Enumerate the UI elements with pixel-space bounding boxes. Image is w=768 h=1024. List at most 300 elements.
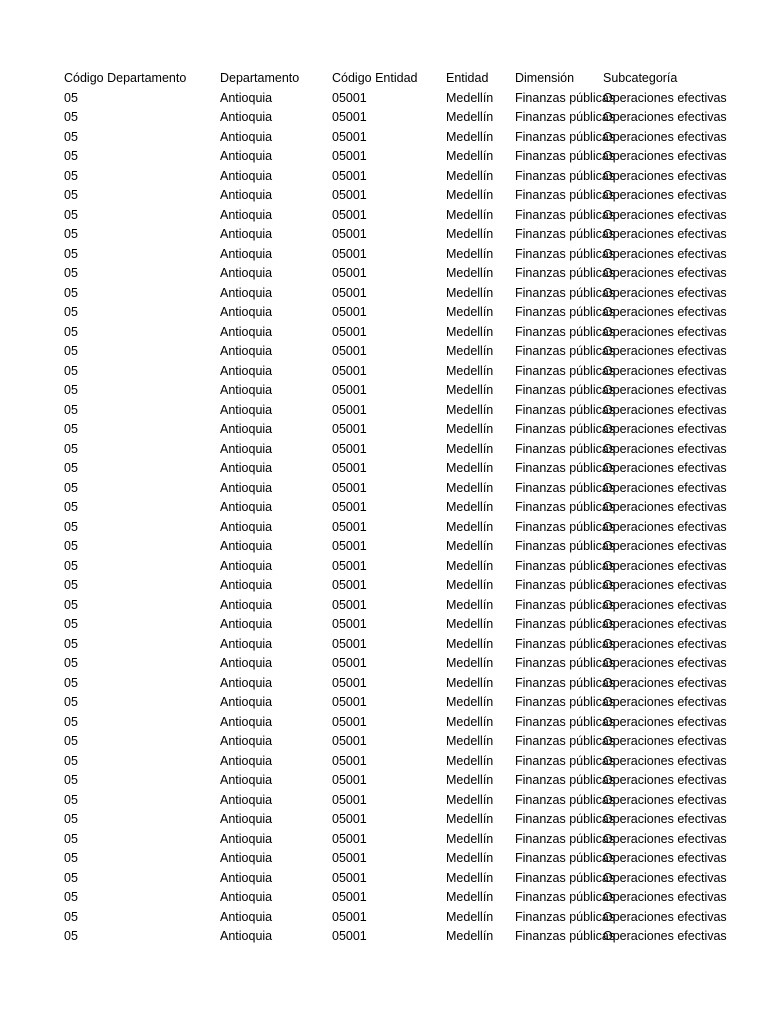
table-row: [64, 167, 727, 187]
cell-departamento: Antioquia: [220, 188, 273, 202]
table-row: [64, 635, 727, 655]
cell-subcategoria: Operaciones efectivas: [603, 695, 727, 709]
cell-codigo-entidad: 05001: [332, 851, 367, 865]
cell-codigo-entidad: 05001: [332, 110, 367, 124]
cell-entidad: Medellín: [446, 675, 494, 690]
cell-dimension: Finanzas públicas: [515, 285, 616, 300]
cell-departamento: Antioquia: [220, 792, 273, 807]
cell-entidad: Medellín: [446, 461, 494, 475]
cell-subcategoria: Operaciones efectivas: [603, 929, 727, 943]
cell-dimension: Finanzas públicas: [515, 636, 616, 651]
table-row: [64, 303, 727, 323]
cell-dimension: Finanzas públicas: [515, 890, 616, 904]
cell-entidad: Medellín: [446, 383, 494, 397]
cell-departamento: Antioquia: [220, 890, 273, 904]
cell-dimension: Finanzas públicas: [515, 305, 616, 319]
cell-departamento: Antioquia: [220, 441, 273, 456]
cell-codigo-entidad: 05001: [332, 402, 367, 417]
cell-dimension: Finanzas públicas: [515, 266, 616, 280]
table-row: [64, 147, 727, 167]
cell-entidad: Medellín: [446, 363, 494, 378]
cell-subcategoria: Operaciones efectivas: [603, 324, 727, 339]
cell-codigo-departamento: 05: [64, 480, 78, 495]
cell-codigo-entidad: 05001: [332, 578, 367, 592]
cell-codigo-entidad: 05001: [332, 773, 367, 787]
cell-departamento: Antioquia: [220, 578, 273, 592]
cell-subcategoria: Operaciones efectivas: [603, 188, 727, 202]
cell-codigo-entidad: 05001: [332, 617, 367, 631]
header-dimension: Dimensión: [515, 71, 575, 85]
cell-subcategoria: Operaciones efectivas: [603, 656, 727, 670]
table-row: [64, 927, 727, 947]
cell-codigo-entidad: 05001: [332, 792, 367, 807]
cell-dimension: Finanzas públicas: [515, 110, 616, 124]
table-row: [64, 479, 727, 499]
cell-dimension: Finanzas públicas: [515, 168, 616, 183]
table-row: [64, 128, 727, 148]
cell-departamento: Antioquia: [220, 695, 273, 709]
cell-codigo-entidad: 05001: [332, 168, 367, 183]
table-row: [64, 674, 727, 694]
cell-codigo-departamento: 05: [64, 597, 78, 612]
cell-entidad: Medellín: [446, 656, 494, 670]
cell-dimension: Finanzas públicas: [515, 597, 616, 612]
cell-codigo-departamento: 05: [64, 558, 78, 573]
cell-codigo-departamento: 05: [64, 753, 78, 768]
cell-departamento: Antioquia: [220, 227, 273, 241]
table-row: [64, 732, 727, 752]
cell-entidad: Medellín: [446, 344, 494, 358]
cell-entidad: Medellín: [446, 558, 494, 573]
cell-codigo-entidad: 05001: [332, 246, 367, 261]
cell-dimension: Finanzas públicas: [515, 129, 616, 144]
table-row: [64, 830, 727, 850]
cell-codigo-entidad: 05001: [332, 929, 367, 943]
cell-codigo-entidad: 05001: [332, 695, 367, 709]
table-row: [64, 245, 727, 265]
cell-codigo-departamento: 05: [64, 792, 78, 807]
table-row: [64, 791, 727, 811]
table-row: [64, 693, 727, 713]
cell-subcategoria: Operaciones efectivas: [603, 519, 727, 534]
cell-codigo-departamento: 05: [64, 890, 78, 904]
cell-dimension: Finanzas públicas: [515, 363, 616, 378]
table-row: [64, 381, 727, 401]
cell-subcategoria: Operaciones efectivas: [603, 539, 727, 553]
data-table: [64, 69, 727, 947]
cell-entidad: Medellín: [446, 480, 494, 495]
table-row: [64, 264, 727, 284]
cell-subcategoria: Operaciones efectivas: [603, 110, 727, 124]
cell-codigo-departamento: 05: [64, 363, 78, 378]
cell-departamento: Antioquia: [220, 324, 273, 339]
cell-dimension: Finanzas públicas: [515, 90, 616, 105]
cell-codigo-departamento: 05: [64, 851, 78, 865]
table-row: [64, 342, 727, 362]
cell-dimension: Finanzas públicas: [515, 870, 616, 885]
cell-entidad: Medellín: [446, 285, 494, 300]
cell-codigo-departamento: 05: [64, 734, 78, 748]
cell-entidad: Medellín: [446, 90, 494, 105]
cell-subcategoria: Operaciones efectivas: [603, 480, 727, 495]
table-row: [64, 186, 727, 206]
cell-entidad: Medellín: [446, 597, 494, 612]
cell-codigo-entidad: 05001: [332, 539, 367, 553]
header-departamento: Departamento: [220, 71, 300, 85]
cell-codigo-entidad: 05001: [332, 461, 367, 475]
cell-codigo-departamento: 05: [64, 578, 78, 592]
cell-entidad: Medellín: [446, 246, 494, 261]
cell-subcategoria: Operaciones efectivas: [603, 344, 727, 358]
cell-subcategoria: Operaciones efectivas: [603, 714, 727, 729]
cell-codigo-departamento: 05: [64, 285, 78, 300]
cell-dimension: Finanzas públicas: [515, 227, 616, 241]
table-row: [64, 225, 727, 245]
table-row: [64, 596, 727, 616]
cell-entidad: Medellín: [446, 773, 494, 787]
cell-codigo-departamento: 05: [64, 461, 78, 475]
cell-entidad: Medellín: [446, 227, 494, 241]
cell-departamento: Antioquia: [220, 461, 273, 475]
cell-codigo-entidad: 05001: [332, 383, 367, 397]
table-row: [64, 713, 727, 733]
cell-codigo-entidad: 05001: [332, 285, 367, 300]
cell-departamento: Antioquia: [220, 909, 273, 924]
cell-codigo-entidad: 05001: [332, 870, 367, 885]
cell-subcategoria: Operaciones efectivas: [603, 558, 727, 573]
cell-departamento: Antioquia: [220, 929, 273, 943]
cell-subcategoria: Operaciones efectivas: [603, 207, 727, 222]
cell-codigo-departamento: 05: [64, 90, 78, 105]
table-row: [64, 752, 727, 772]
cell-dimension: Finanzas públicas: [515, 188, 616, 202]
cell-codigo-entidad: 05001: [332, 890, 367, 904]
cell-codigo-departamento: 05: [64, 168, 78, 183]
table-row: [64, 557, 727, 577]
cell-codigo-departamento: 05: [64, 773, 78, 787]
cell-subcategoria: Operaciones efectivas: [603, 831, 727, 846]
cell-subcategoria: Operaciones efectivas: [603, 675, 727, 690]
cell-departamento: Antioquia: [220, 110, 273, 124]
cell-entidad: Medellín: [446, 636, 494, 651]
cell-codigo-entidad: 05001: [332, 149, 367, 163]
cell-dimension: Finanzas públicas: [515, 383, 616, 397]
header-codigo-entidad: Código Entidad: [332, 71, 418, 85]
cell-codigo-departamento: 05: [64, 695, 78, 709]
table-row: [64, 362, 727, 382]
cell-entidad: Medellín: [446, 519, 494, 534]
table-row: [64, 284, 727, 304]
cell-subcategoria: Operaciones efectivas: [603, 636, 727, 651]
cell-entidad: Medellín: [446, 929, 494, 943]
cell-codigo-departamento: 05: [64, 812, 78, 826]
cell-entidad: Medellín: [446, 500, 494, 514]
cell-entidad: Medellín: [446, 870, 494, 885]
cell-codigo-entidad: 05001: [332, 812, 367, 826]
cell-departamento: Antioquia: [220, 831, 273, 846]
cell-dimension: Finanzas públicas: [515, 519, 616, 534]
cell-subcategoria: Operaciones efectivas: [603, 383, 727, 397]
cell-entidad: Medellín: [446, 129, 494, 144]
cell-entidad: Medellín: [446, 831, 494, 846]
cell-codigo-departamento: 05: [64, 129, 78, 144]
cell-codigo-departamento: 05: [64, 402, 78, 417]
table-row: [64, 888, 727, 908]
cell-dimension: Finanzas públicas: [515, 480, 616, 495]
cell-entidad: Medellín: [446, 422, 494, 436]
cell-subcategoria: Operaciones efectivas: [603, 305, 727, 319]
cell-codigo-departamento: 05: [64, 305, 78, 319]
cell-codigo-entidad: 05001: [332, 363, 367, 378]
header-subcategoria: Subcategoría: [603, 71, 678, 85]
cell-entidad: Medellín: [446, 110, 494, 124]
cell-subcategoria: Operaciones efectivas: [603, 890, 727, 904]
cell-subcategoria: Operaciones efectivas: [603, 129, 727, 144]
cell-entidad: Medellín: [446, 207, 494, 222]
cell-subcategoria: Operaciones efectivas: [603, 597, 727, 612]
cell-subcategoria: Operaciones efectivas: [603, 753, 727, 768]
cell-subcategoria: Operaciones efectivas: [603, 734, 727, 748]
cell-codigo-departamento: 05: [64, 324, 78, 339]
table-row: [64, 206, 727, 226]
cell-subcategoria: Operaciones efectivas: [603, 851, 727, 865]
cell-codigo-entidad: 05001: [332, 305, 367, 319]
table-row: [64, 498, 727, 518]
cell-departamento: Antioquia: [220, 246, 273, 261]
cell-dimension: Finanzas públicas: [515, 617, 616, 631]
cell-departamento: Antioquia: [220, 714, 273, 729]
table-row: [64, 518, 727, 538]
cell-codigo-departamento: 05: [64, 519, 78, 534]
table-body: [64, 89, 727, 947]
cell-entidad: Medellín: [446, 578, 494, 592]
cell-codigo-departamento: 05: [64, 383, 78, 397]
cell-subcategoria: Operaciones efectivas: [603, 578, 727, 592]
table-row: [64, 108, 727, 128]
cell-codigo-departamento: 05: [64, 227, 78, 241]
cell-codigo-entidad: 05001: [332, 344, 367, 358]
cell-departamento: Antioquia: [220, 422, 273, 436]
table-header-row: [64, 69, 704, 89]
cell-codigo-departamento: 05: [64, 500, 78, 514]
cell-subcategoria: Operaciones efectivas: [603, 149, 727, 163]
cell-departamento: Antioquia: [220, 851, 273, 865]
cell-subcategoria: Operaciones efectivas: [603, 909, 727, 924]
cell-subcategoria: Operaciones efectivas: [603, 402, 727, 417]
cell-dimension: Finanzas públicas: [515, 695, 616, 709]
cell-subcategoria: Operaciones efectivas: [603, 870, 727, 885]
cell-departamento: Antioquia: [220, 207, 273, 222]
header-codigo-departamento: Código Departamento: [64, 71, 187, 85]
table-row: [64, 849, 727, 869]
cell-codigo-departamento: 05: [64, 539, 78, 553]
cell-subcategoria: Operaciones efectivas: [603, 792, 727, 807]
cell-subcategoria: Operaciones efectivas: [603, 227, 727, 241]
cell-codigo-departamento: 05: [64, 831, 78, 846]
cell-entidad: Medellín: [446, 539, 494, 553]
cell-entidad: Medellín: [446, 753, 494, 768]
cell-departamento: Antioquia: [220, 519, 273, 534]
cell-subcategoria: Operaciones efectivas: [603, 773, 727, 787]
cell-dimension: Finanzas públicas: [515, 558, 616, 573]
cell-subcategoria: Operaciones efectivas: [603, 285, 727, 300]
cell-entidad: Medellín: [446, 188, 494, 202]
cell-entidad: Medellín: [446, 441, 494, 456]
cell-dimension: Finanzas públicas: [515, 500, 616, 514]
cell-entidad: Medellín: [446, 305, 494, 319]
table-row: [64, 576, 727, 596]
cell-codigo-entidad: 05001: [332, 500, 367, 514]
cell-codigo-entidad: 05001: [332, 558, 367, 573]
cell-codigo-departamento: 05: [64, 266, 78, 280]
table-row: [64, 537, 727, 557]
cell-dimension: Finanzas públicas: [515, 812, 616, 826]
cell-subcategoria: Operaciones efectivas: [603, 168, 727, 183]
cell-codigo-entidad: 05001: [332, 753, 367, 768]
cell-dimension: Finanzas públicas: [515, 422, 616, 436]
table-row: [64, 401, 727, 421]
cell-subcategoria: Operaciones efectivas: [603, 500, 727, 514]
cell-departamento: Antioquia: [220, 656, 273, 670]
cell-entidad: Medellín: [446, 734, 494, 748]
cell-codigo-departamento: 05: [64, 870, 78, 885]
cell-departamento: Antioquia: [220, 266, 273, 280]
cell-codigo-entidad: 05001: [332, 129, 367, 144]
cell-subcategoria: Operaciones efectivas: [603, 363, 727, 378]
table-row: [64, 459, 727, 479]
table-row: [64, 89, 727, 109]
cell-departamento: Antioquia: [220, 675, 273, 690]
cell-entidad: Medellín: [446, 617, 494, 631]
cell-subcategoria: Operaciones efectivas: [603, 812, 727, 826]
cell-subcategoria: Operaciones efectivas: [603, 617, 727, 631]
cell-codigo-departamento: 05: [64, 149, 78, 163]
table-row: [64, 420, 727, 440]
cell-dimension: Finanzas públicas: [515, 909, 616, 924]
cell-subcategoria: Operaciones efectivas: [603, 461, 727, 475]
cell-codigo-departamento: 05: [64, 207, 78, 222]
cell-codigo-entidad: 05001: [332, 909, 367, 924]
cell-subcategoria: Operaciones efectivas: [603, 422, 727, 436]
cell-entidad: Medellín: [446, 714, 494, 729]
cell-codigo-entidad: 05001: [332, 441, 367, 456]
cell-codigo-entidad: 05001: [332, 324, 367, 339]
cell-departamento: Antioquia: [220, 480, 273, 495]
cell-departamento: Antioquia: [220, 734, 273, 748]
cell-departamento: Antioquia: [220, 149, 273, 163]
cell-codigo-departamento: 05: [64, 110, 78, 124]
cell-entidad: Medellín: [446, 851, 494, 865]
cell-departamento: Antioquia: [220, 305, 273, 319]
cell-dimension: Finanzas públicas: [515, 792, 616, 807]
cell-departamento: Antioquia: [220, 870, 273, 885]
cell-codigo-departamento: 05: [64, 909, 78, 924]
cell-departamento: Antioquia: [220, 597, 273, 612]
cell-dimension: Finanzas públicas: [515, 344, 616, 358]
cell-departamento: Antioquia: [220, 500, 273, 514]
cell-codigo-entidad: 05001: [332, 714, 367, 729]
cell-dimension: Finanzas públicas: [515, 734, 616, 748]
cell-dimension: Finanzas públicas: [515, 207, 616, 222]
cell-dimension: Finanzas públicas: [515, 402, 616, 417]
cell-codigo-departamento: 05: [64, 675, 78, 690]
cell-dimension: Finanzas públicas: [515, 461, 616, 475]
cell-subcategoria: Operaciones efectivas: [603, 246, 727, 261]
cell-codigo-departamento: 05: [64, 636, 78, 651]
cell-dimension: Finanzas públicas: [515, 149, 616, 163]
cell-entidad: Medellín: [446, 149, 494, 163]
cell-departamento: Antioquia: [220, 363, 273, 378]
cell-entidad: Medellín: [446, 266, 494, 280]
table-row: [64, 615, 727, 635]
cell-subcategoria: Operaciones efectivas: [603, 441, 727, 456]
cell-dimension: Finanzas públicas: [515, 539, 616, 553]
cell-departamento: Antioquia: [220, 539, 273, 553]
cell-entidad: Medellín: [446, 695, 494, 709]
cell-departamento: Antioquia: [220, 90, 273, 105]
cell-dimension: Finanzas públicas: [515, 714, 616, 729]
cell-departamento: Antioquia: [220, 129, 273, 144]
cell-dimension: Finanzas públicas: [515, 656, 616, 670]
table-row: [64, 323, 727, 343]
cell-dimension: Finanzas públicas: [515, 578, 616, 592]
cell-departamento: Antioquia: [220, 773, 273, 787]
cell-codigo-entidad: 05001: [332, 227, 367, 241]
cell-departamento: Antioquia: [220, 168, 273, 183]
cell-codigo-entidad: 05001: [332, 636, 367, 651]
cell-codigo-entidad: 05001: [332, 266, 367, 280]
cell-departamento: Antioquia: [220, 617, 273, 631]
table-row: [64, 440, 727, 460]
table-row: [64, 771, 727, 791]
cell-codigo-departamento: 05: [64, 246, 78, 261]
cell-codigo-departamento: 05: [64, 422, 78, 436]
cell-codigo-departamento: 05: [64, 656, 78, 670]
cell-codigo-entidad: 05001: [332, 422, 367, 436]
cell-entidad: Medellín: [446, 909, 494, 924]
cell-codigo-entidad: 05001: [332, 831, 367, 846]
cell-codigo-entidad: 05001: [332, 675, 367, 690]
cell-departamento: Antioquia: [220, 636, 273, 651]
cell-dimension: Finanzas públicas: [515, 831, 616, 846]
cell-codigo-entidad: 05001: [332, 656, 367, 670]
header-entidad: Entidad: [446, 71, 489, 85]
cell-dimension: Finanzas públicas: [515, 773, 616, 787]
table-row: [64, 908, 727, 928]
cell-departamento: Antioquia: [220, 402, 273, 417]
cell-subcategoria: Operaciones efectivas: [603, 90, 727, 105]
cell-codigo-departamento: 05: [64, 441, 78, 456]
cell-codigo-departamento: 05: [64, 344, 78, 358]
cell-dimension: Finanzas públicas: [515, 246, 616, 261]
cell-codigo-departamento: 05: [64, 617, 78, 631]
table-row: [64, 869, 727, 889]
cell-entidad: Medellín: [446, 792, 494, 807]
cell-dimension: Finanzas públicas: [515, 441, 616, 456]
cell-codigo-entidad: 05001: [332, 519, 367, 534]
table-row: [64, 810, 727, 830]
cell-entidad: Medellín: [446, 812, 494, 826]
cell-entidad: Medellín: [446, 168, 494, 183]
cell-entidad: Medellín: [446, 324, 494, 339]
cell-departamento: Antioquia: [220, 344, 273, 358]
cell-codigo-entidad: 05001: [332, 734, 367, 748]
cell-dimension: Finanzas públicas: [515, 324, 616, 339]
cell-codigo-departamento: 05: [64, 188, 78, 202]
cell-codigo-entidad: 05001: [332, 90, 367, 105]
cell-departamento: Antioquia: [220, 558, 273, 573]
cell-dimension: Finanzas públicas: [515, 675, 616, 690]
